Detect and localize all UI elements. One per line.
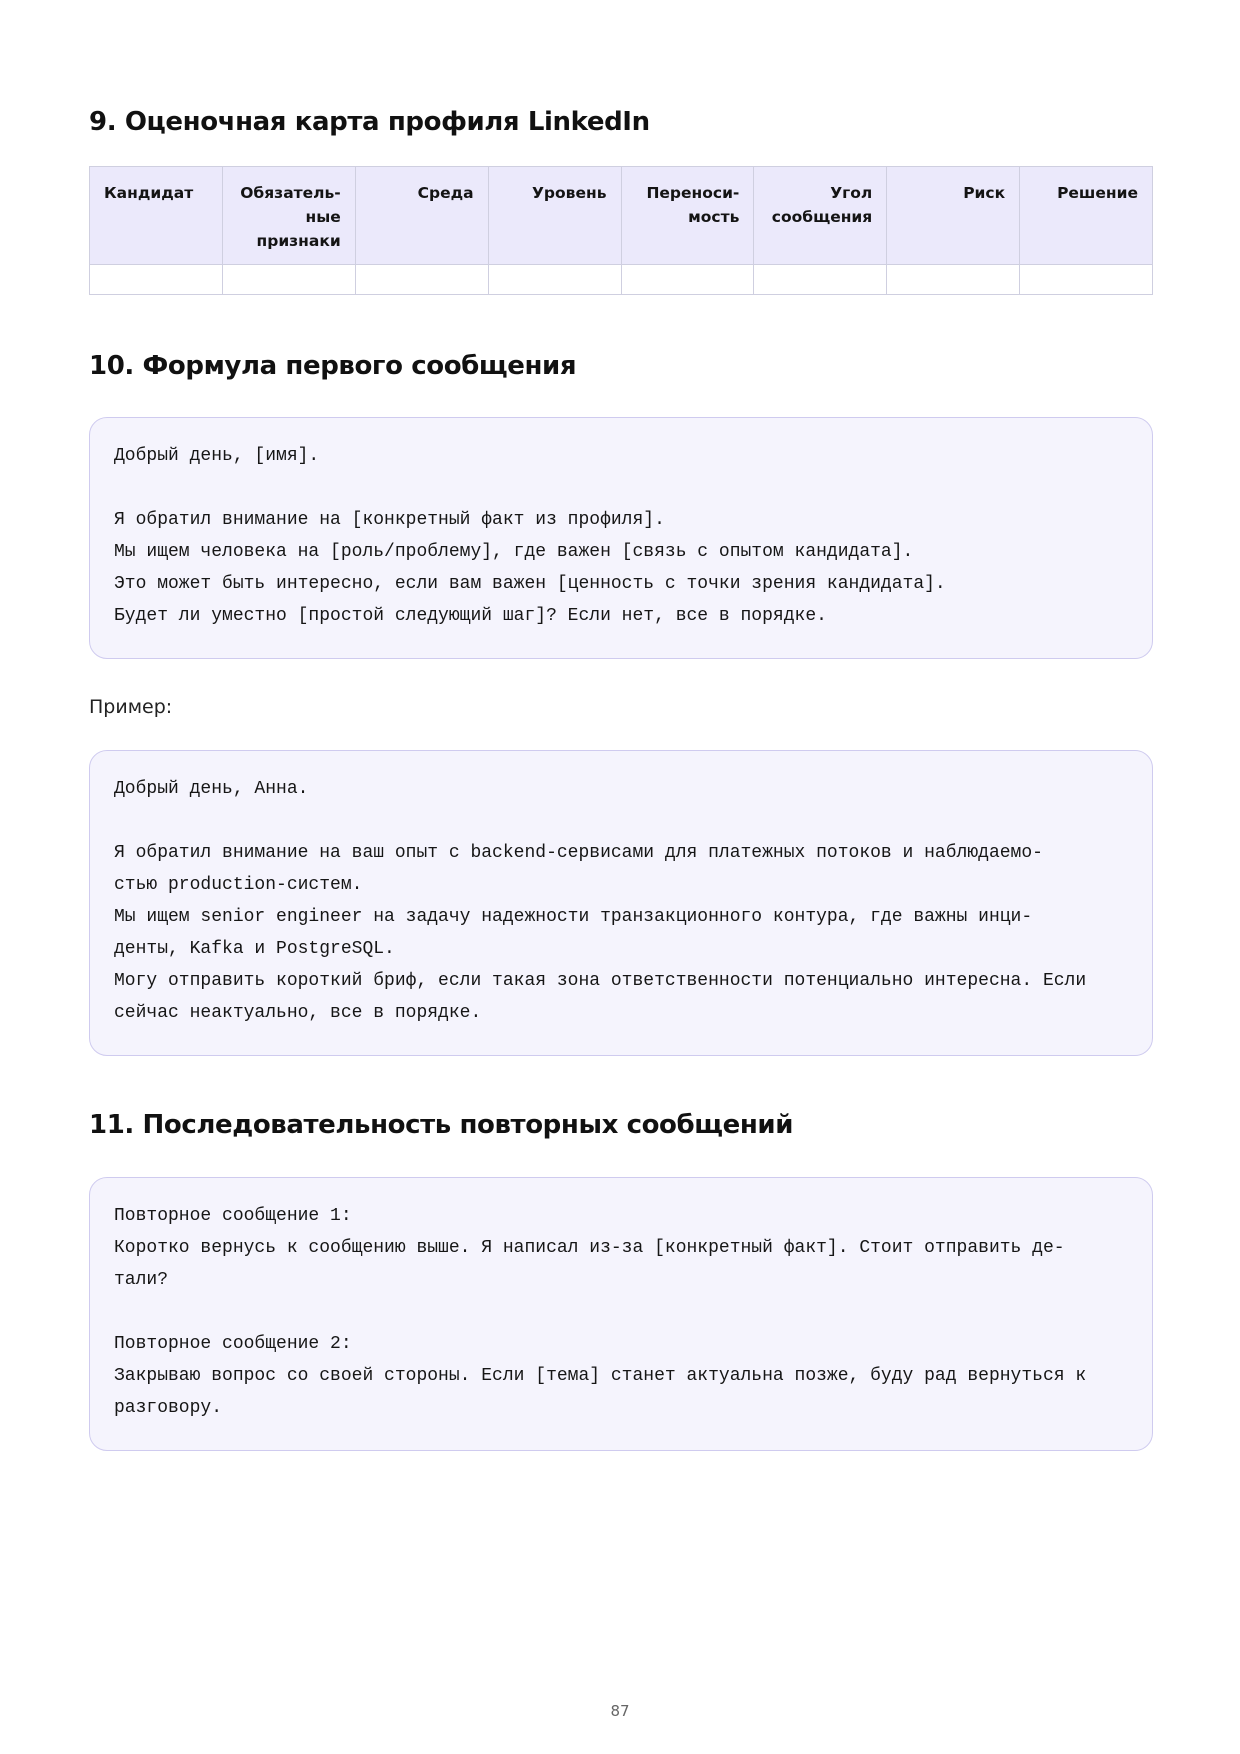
example-label: Пример:: [89, 696, 173, 718]
code-line: тали?: [114, 1270, 169, 1290]
code-line: Коротко вернусь к сообщению выше. Я написал из-за [конкретный факт]. Стоит отправить де-: [114, 1238, 1065, 1258]
table-header-row: [90, 167, 1153, 265]
code-line-blank: [114, 1296, 1128, 1328]
header-candidate: Кандидат: [90, 167, 223, 265]
example-message-block: [89, 750, 1153, 1056]
code-line: Закрываю вопрос со своей стороны. Если [тема] станет актуальна позже, буду рад вернуться к: [114, 1366, 1087, 1386]
table-cell: [90, 265, 223, 295]
linkedin-profile-scorecard-table: [89, 166, 1153, 295]
follow-up-sequence-block: [89, 1177, 1153, 1451]
code-line: Повторное сообщение 1:: [114, 1206, 352, 1226]
code-line-blank: [114, 472, 1128, 504]
code-line: разговору.: [114, 1398, 223, 1418]
code-line: Повторное сообщение 2:: [114, 1334, 352, 1354]
code-line: Я обратил внимание на [конкретный факт из профиля].: [114, 510, 665, 530]
code-line: Будет ли уместно [простой следующий шаг]? Если нет, все в порядке.: [114, 606, 827, 626]
code-line: Добрый день, [имя].: [114, 446, 320, 466]
table-cell: [754, 265, 887, 295]
first-message-formula-block: [89, 417, 1153, 659]
section-11-title: 11. Последовательность повторных сообщений: [89, 1110, 794, 1140]
table-cell: [621, 265, 754, 295]
code-line: стью production-систем.: [114, 875, 363, 895]
page-number: 87: [610, 1702, 630, 1720]
section-9-title: 9. Оценочная карта профиля LinkedIn: [89, 107, 650, 137]
code-line: Это может быть интересно, если вам важен [ценность с точки зрения кандидата].: [114, 574, 946, 594]
header-required-traits: Обязатель- ные признаки: [222, 167, 355, 265]
header-risk: Риск: [887, 167, 1020, 265]
header-environment: Среда: [355, 167, 488, 265]
table-row: [90, 265, 1153, 295]
table-cell: [1020, 265, 1153, 295]
code-line: Добрый день, Анна.: [114, 779, 309, 799]
table-cell: [355, 265, 488, 295]
section-10-title: 10. Формула первого сообщения: [89, 351, 577, 381]
code-line: Мы ищем человека на [роль/проблему], где важен [связь с опытом кандидата].: [114, 542, 914, 562]
header-message-angle: Угол сообщения: [754, 167, 887, 265]
header-decision: Решение: [1020, 167, 1153, 265]
table-cell: [222, 265, 355, 295]
header-level: Уровень: [488, 167, 621, 265]
table-cell: [887, 265, 1020, 295]
code-line: Мы ищем senior engineer на задачу надежности транзакционного контура, где важны инци-: [114, 907, 1033, 927]
code-line: денты, Kafka и PostgreSQL.: [114, 939, 395, 959]
code-line: Я обратил внимание на ваш опыт с backend-сервисами для платежных потоков и наблюдаемо-: [114, 843, 1043, 863]
header-transferability: Переноси- мость: [621, 167, 754, 265]
code-line: сейчас неактуально, все в порядке.: [114, 1003, 482, 1023]
code-line: Могу отправить короткий бриф, если такая зона ответственности потенциально интересна. Если: [114, 971, 1087, 991]
code-line-blank: [114, 805, 1128, 837]
table-cell: [488, 265, 621, 295]
